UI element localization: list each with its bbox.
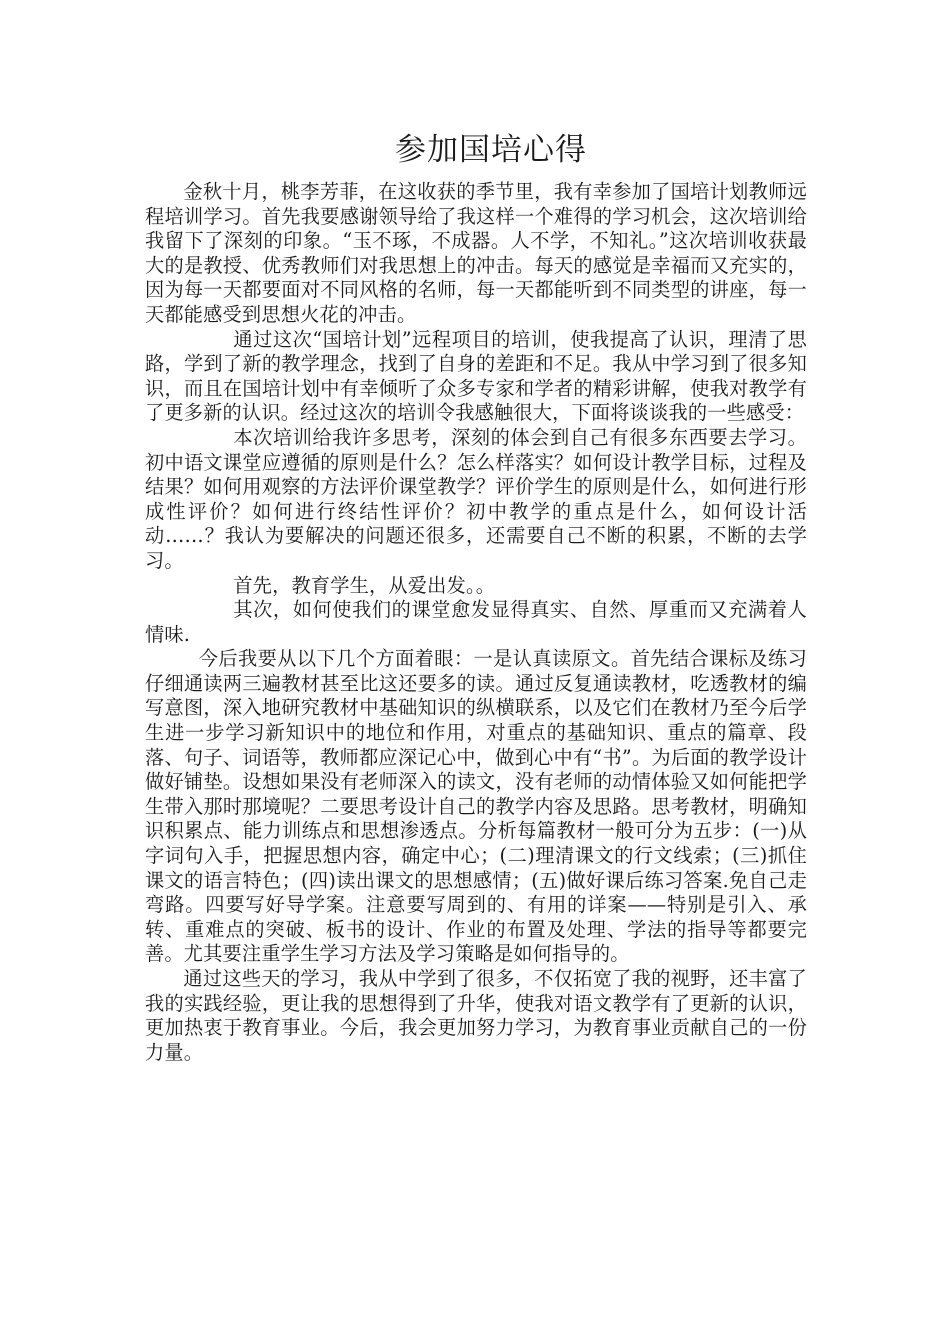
paragraph-reflection-questions: 本次培训给我许多思考，深刻的体会到自己有很多东西要去学习。初中语文课堂应遵循的原则是什么？怎么样落实？如何设计教学目标，过程及结果？如何用观察的方法评价课堂教学？评价学生的原则是什么，如何进行形成性评价？如何进行终结性评价？初中教学的重点是什么，如何设计活动……？我认为要解决的问题还很多，还需要自己不断的积累，不断的去学习。 <box>145 425 807 572</box>
paragraph-intro: 金秋十月，桃李芳菲，在这收获的季节里，我有幸参加了国培计划教师远程培训学习。首先我要感谢领导给了我这样一个难得的学习机会，这次培训给我留下了深刻的印象。“玉不琢，不成器。人不学，不知礼。”这次培训收获最大的是教授、优秀教师们对我思想上的冲击。每天的感觉是幸福而又充实的，因为每一天都要面对不同风格的名师，每一天都能听到不同类型的讲座，每一天都能感受到思想火花的冲击。 <box>145 180 807 326</box>
paragraph-training-gains: 通过这次“国培计划”远程项目的培训，使我提高了认识，理清了思路，学到了新的教学理念，找到了自身的差距和不足。我从中学习到了很多知识，而且在国培计划中有幸倾听了众多专家和学者的精彩讲解，使我对教学有了更多新的认识。经过这次的培训令我感触很大，下面将谈谈我的一些感受： <box>145 327 807 425</box>
document-title: 参加国培心得 <box>395 132 587 168</box>
paragraph-future-plans: 今后我要从以下几个方面着眼：一是认真读原文。首先结合课标及练习仔细通读两三遍教材甚至比这还要多的读。通过反复通读教材，吃透教材的编写意图，深入地研究教材中基础知识的纵横联系，以及它们在教材乃至今后学生进一步学习新知识中的地位和作用，对重点的基础知识、重点的篇章、段落、句子、词语等，教师都应深记心中，做到心中有“书”。为后面的教学设计做好铺垫。设想如果没有老师深入的读文，没有老师的动情体验又如何能把学生带入那时那境呢？二要思考设计自己的教学内容及思路。思考教材，明确知识积累点、能力训练点和思想渗透点。分析每篇教材一般可分为五步：(一)从字词句入手，把握思想内容，确定中心；(二)理清课文的行文线索；(三)抓住课文的语言特色；(四)读出课文的思想感情；(五)做好课后练习答案.免自己走弯路。四要写好导学案。注意要写周到的、有用的详案——特别是引入、承转、重难点的突破、板书的设计、作业的布置及处理、学法的指导等都要完善。尤其要注重学生学习方法及学习策略是如何指导的。 <box>145 647 807 966</box>
paragraph-second-point: 其次，如何使我们的课堂愈发显得真实、自然、厚重而又充满着人情味. <box>145 598 807 646</box>
document-page <box>145 126 807 1065</box>
paragraph-conclusion: 通过这些天的学习，我从中学到了很多，不仅拓宽了我的视野，还丰富了我的实践经验，更让我的思想得到了升华，使我对语文教学有了更新的认识，更加热衷于教育事业。今后，我会更加努力学习，为教育事业贡献自己的一份力量。 <box>145 967 807 1064</box>
paragraph-first-point: 首先，教育学生，从爱出发。。 <box>233 573 496 597</box>
